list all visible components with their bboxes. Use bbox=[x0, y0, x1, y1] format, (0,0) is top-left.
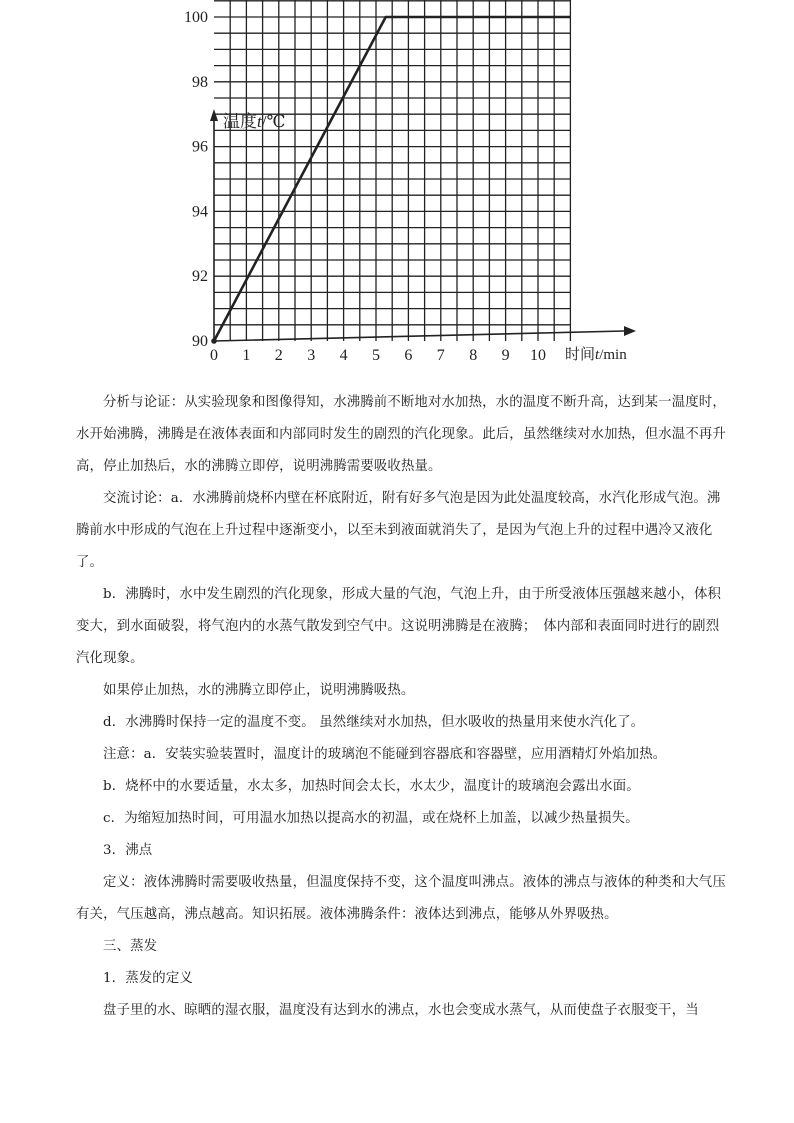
y-tick-label: 100 bbox=[184, 9, 208, 26]
paragraph-evaporation: 盘子里的水、晾晒的湿衣服，温度没有达到水的沸点，水也会变成水蒸气，从而使盘子衣服变干，当 bbox=[103, 1003, 699, 1018]
paragraph-analysis: 分析与论证：从实验现象和图像得知，水沸腾前不断地对水加热，水的温度不断升高，达到某一温度时，水开始沸腾，沸腾是在液体表面和内部同时发生的剧烈的汽化现象。此后，虽然继续对水加热，但水温不再升高，停止加热后，水的沸腾立即停，说明沸腾需要吸收热量。 bbox=[76, 395, 726, 474]
y-axis-label bbox=[223, 112, 285, 131]
chart-grid bbox=[214, 0, 570, 341]
svg-text:时间t/min bbox=[565, 346, 627, 363]
paragraph-stop-heating: 如果停止加热，水的沸腾立即停止，说明沸腾吸热。 bbox=[103, 683, 415, 698]
x-axis bbox=[214, 331, 624, 341]
x-tick-label: 0 bbox=[210, 347, 218, 364]
x-tick-label: 6 bbox=[404, 347, 413, 364]
body-text bbox=[76, 387, 726, 1027]
paragraph-note-a: 注意：a．安装实验装置时，温度计的玻璃泡不能碰到容器底和容器壁，应用酒精灯外焰加热。 bbox=[103, 747, 667, 762]
y-axis-arrow bbox=[210, 109, 218, 121]
paragraph-note-c: c．为缩短加热时间，可用温水加热以提高水的初温，或在烧杯上加盖，以减少热量损失。 bbox=[103, 811, 639, 826]
x-tick-label: 8 bbox=[469, 347, 478, 364]
y-axis-label-var: t bbox=[257, 112, 262, 131]
x-tick-label: 9 bbox=[501, 347, 510, 364]
temperature-time-chart bbox=[184, 9, 640, 375]
chart-axes bbox=[210, 109, 636, 341]
paragraph-note-b: b．烧杯中的水要适量，水太多，加热时间会太长，水太少，温度计的玻璃泡会露出水面。 bbox=[103, 779, 640, 794]
paragraph-boiling-point-definition: 定义：液体沸腾时需要吸收热量，但温度保持不变，这个温度叫沸点。液体的沸点与液体的种类和大气压有关，气压越高，沸点越高。知识拓展。液体沸腾条件：液体达到沸点，能够从外界吸热。 bbox=[76, 875, 726, 922]
y-tick-label: 96 bbox=[192, 138, 208, 156]
section-boiling-point: 3．沸点 bbox=[103, 843, 153, 858]
x-axis-label-prefix: 时间 bbox=[565, 347, 596, 363]
y-tick-label: 90 bbox=[192, 333, 208, 350]
x-tick-label: 4 bbox=[339, 347, 348, 364]
x-tick-label: 5 bbox=[372, 347, 380, 364]
x-axis-label bbox=[565, 346, 627, 363]
paragraph-discussion-d: d．水沸腾时保持一定的温度不变。 虽然继续对水加热，但水吸收的热量用来使水汽化了。 bbox=[103, 715, 645, 730]
x-tick-label: 10 bbox=[530, 347, 546, 364]
paragraph-discussion-b: b．沸腾时，水中发生剧烈的汽化现象，形成大量的气泡，气泡上升，由于所受液体压强越来越小，体积变大，到水面破裂，将气泡内的水蒸气散发到空气中。这说明沸腾是在液腾； 体内部和表面同时进行的剧烈汽化现象。 bbox=[76, 587, 722, 666]
x-tick-label: 7 bbox=[436, 347, 445, 364]
x-axis-arrow bbox=[624, 326, 636, 336]
x-tick-label: 2 bbox=[274, 347, 283, 364]
section-evaporation: 三、蒸发 bbox=[103, 939, 158, 954]
x-tick-label: 3 bbox=[307, 347, 316, 364]
x-tick-labels bbox=[210, 347, 546, 364]
y-tick-label: 92 bbox=[192, 268, 208, 286]
subsection-evaporation-definition: 1．蒸发的定义 bbox=[103, 971, 193, 986]
series-start-point bbox=[211, 338, 217, 344]
y-axis-label-prefix: 温度 bbox=[223, 112, 257, 131]
paragraph-discussion: 交流讨论：a．水沸腾前烧杯内壁在杯底附近，附有好多气泡是因为此处温度较高，水汽化形成气泡。沸腾前水中形成的气泡在上升过程中逐渐变小，以至未到液面就消失了，是因为气泡上升的过程中遇冷又液化了。 bbox=[76, 491, 721, 570]
y-tick-labels bbox=[184, 9, 208, 350]
y-axis-label-unit: /℃ bbox=[261, 112, 286, 131]
y-tick-label: 94 bbox=[192, 203, 208, 221]
x-axis-label-var: t bbox=[595, 347, 600, 363]
svg-text:温度t/℃ bbox=[223, 112, 285, 131]
x-tick-label: 1 bbox=[242, 347, 251, 364]
y-tick-label: 98 bbox=[192, 73, 208, 91]
x-axis-label-unit: /min bbox=[599, 347, 627, 363]
